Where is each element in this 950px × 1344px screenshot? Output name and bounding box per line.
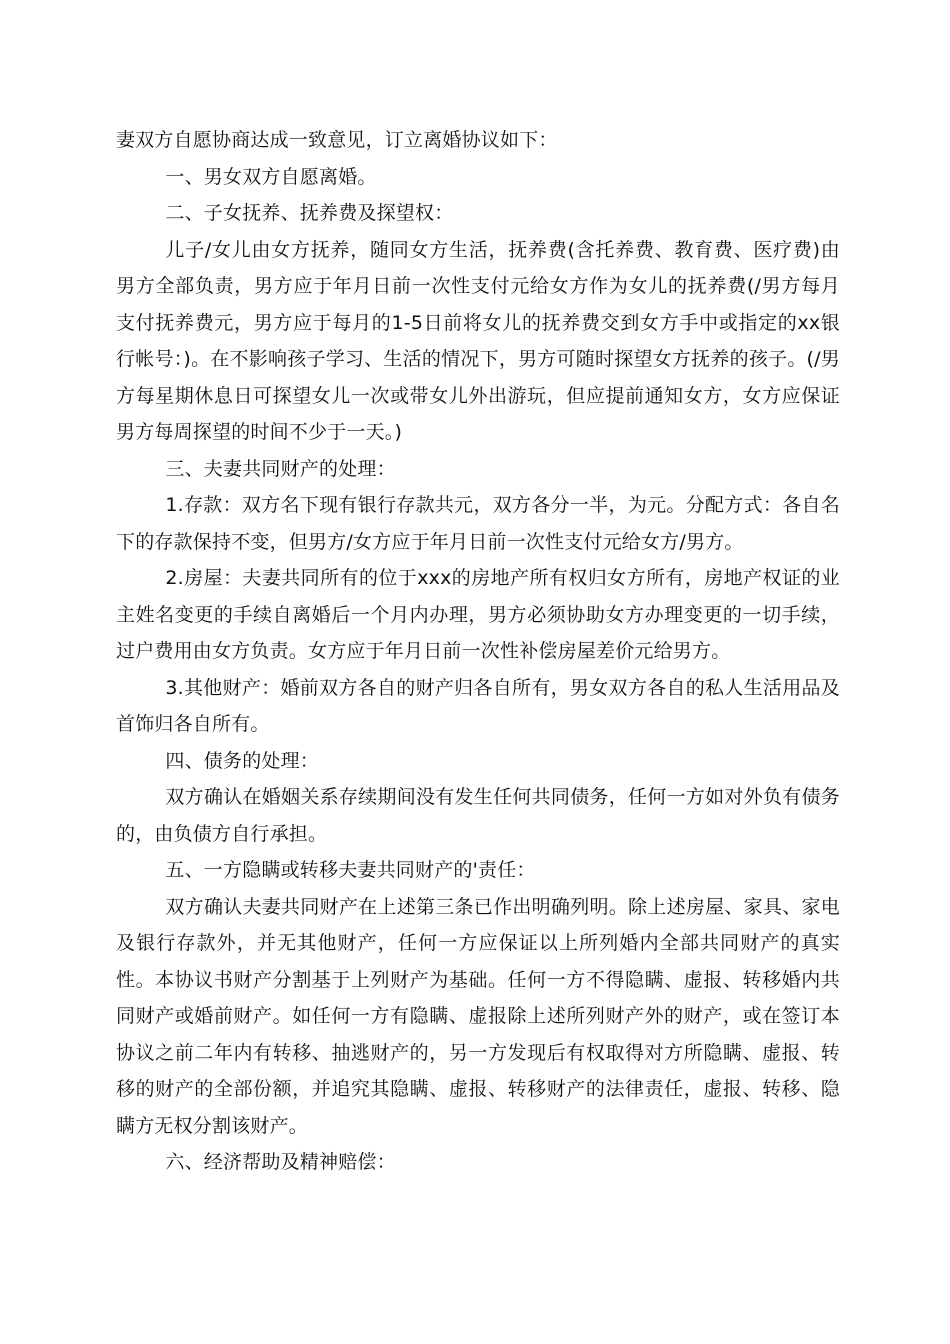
section-heading-1: 一、男女双方自愿离婚。: [165, 165, 377, 188]
other-property-paragraph: 3.其他财产：婚前双方各自的财产归各自所有，男女双方各自的私人生活用品及首饰归各自所有。: [116, 676, 840, 735]
debt-paragraph: 双方确认在婚姻关系存续期间没有发生任何共同债务，任何一方如对外负有债务的，由负债方自行承担。: [116, 786, 840, 845]
housing-paragraph: 2.房屋：夫妻共同所有的位于xxx的房地产所有权归女方所有，房地产权证的业主姓名变更的手续自离婚后一个月内办理，男方必须协助女方办理变更的一切手续，过户费用由女方负责。女方应于年月日前一次性补偿房屋差价元给男方。: [116, 567, 840, 662]
document-body: [116, 122, 840, 1181]
child-custody-paragraph: 儿子/女儿由女方抚养，随同女方生活，抚养费(含托养费、教育费、医疗费)由男方全部负责，男方应于年月日前一次性支付元给女方作为女儿的抚养费(/男方每月支付抚养费元，男方应于每月的1-5日前将女儿的抚养费交到女方手中或指定的xx银行帐号：)。在不影响孩子学习、生活的情况下，男方可随时探望女方抚养的孩子。(/男方每星期休息日可探望女儿一次或带女儿外出游玩，但应提前通知女方，女方应保证男方每周探望的时间不少于一天。): [116, 238, 840, 443]
section-heading-3: 三、夫妻共同财产的处理：: [165, 457, 396, 480]
section-heading-4: 四、债务的处理：: [165, 749, 319, 772]
concealment-paragraph: 双方确认夫妻共同财产在上述第三条已作出明确列明。除上述房屋、家具、家电及银行存款外，并无其他财产，任何一方应保证以上所列婚内全部共同财产的真实性。本协议书财产分割基于上列财产为基础。任何一方不得隐瞒、虚报、转移婚内共同财产或婚前财产。如任何一方有隐瞒、虚报除上述所列财产外的财产，或在签订本协议之前二年内有转移、抽逃财产的，另一方发现后有权取得对方所隐瞒、虚报、转移的财产的全部份额，并追究其隐瞒、虚报、转移财产的法律责任，虚报、转移、隐瞒方无权分割该财产。: [116, 895, 840, 1137]
section-heading-6: 六、经济帮助及精神赔偿：: [165, 1151, 396, 1173]
intro-paragraph: 妻双方自愿协商达成一致意见，订立离婚协议如下：: [116, 129, 558, 151]
savings-paragraph: 1.存款：双方名下现有银行存款共元，双方各分一半，为元。分配方式：各自名下的存款保持不变，但男方/女方应于年月日前一次性支付元给女方/男方。: [116, 494, 840, 553]
section-heading-5: 五、一方隐瞒或转移夫妻共同财产的'责任：: [165, 859, 536, 881]
section-heading-2: 二、子女抚养、抚养费及探望权：: [165, 202, 454, 224]
